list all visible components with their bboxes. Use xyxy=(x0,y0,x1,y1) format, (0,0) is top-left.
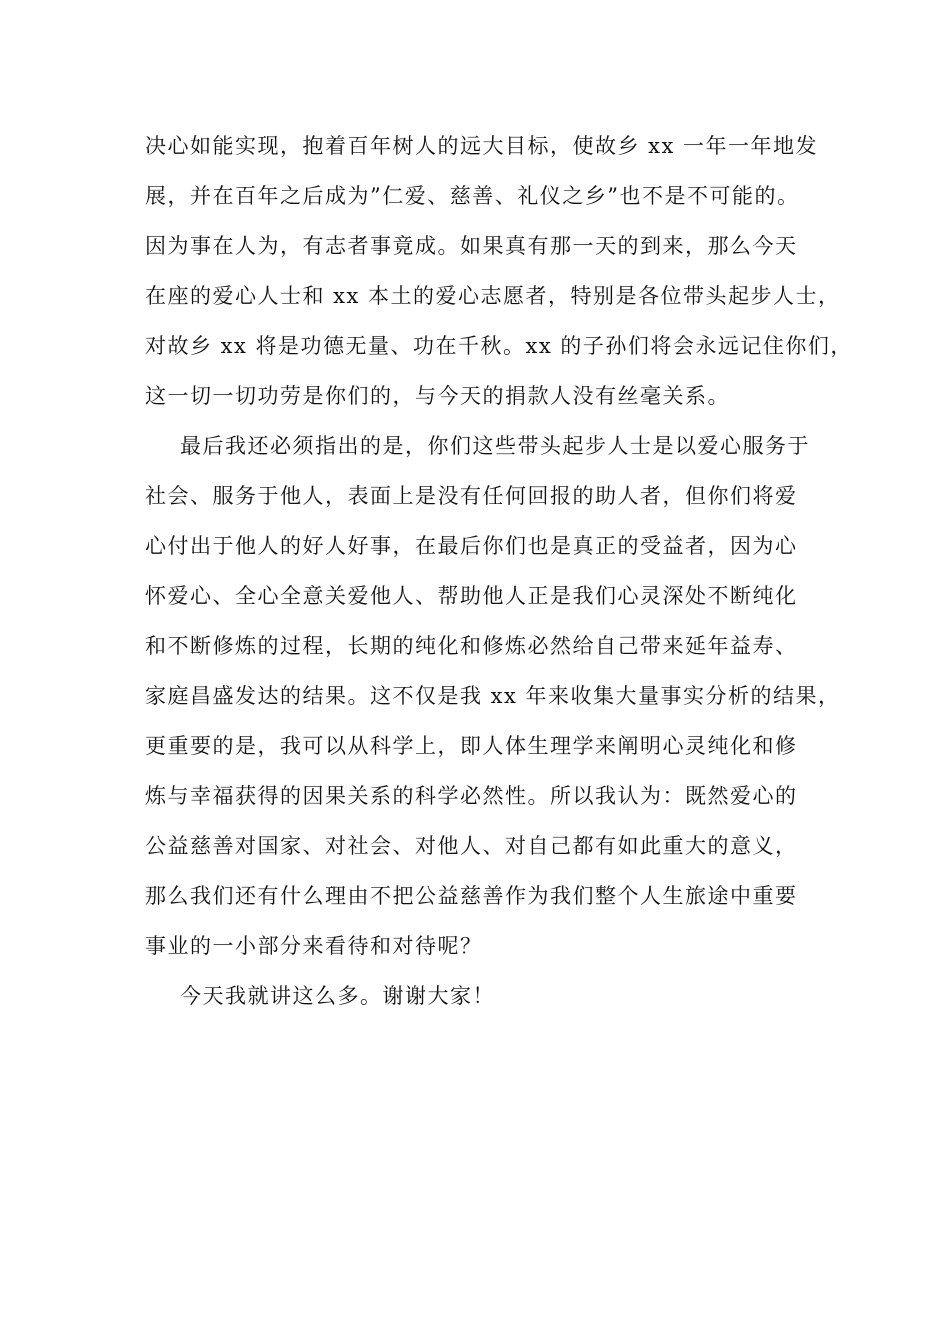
paragraph-line: 在座的爱心人士和 xx 本土的爱心志愿者，特别是各位带头起步人士， xyxy=(145,284,841,308)
paragraph-line: 对故乡 xx 将是功德无量、功在千秋。xx 的子孙们将会永远记住你们， xyxy=(145,334,853,358)
closing-line: 今天我就讲这么多。谢谢大家！ xyxy=(180,984,495,1008)
paragraph-line: 事业的一小部分来看待和对待呢？ xyxy=(145,934,483,958)
paragraph-line: 这一切一切功劳是你们的，与今天的捐款人没有丝毫关系。 xyxy=(145,384,730,408)
paragraph-line: 炼与幸福获得的因果关系的科学必然性。所以我认为：既然爱心的 xyxy=(145,784,798,808)
paragraph-line: 因为事在人为，有志者事竟成。如果真有那一天的到来，那么今天 xyxy=(145,234,798,258)
paragraph-line: 怀爱心、全心全意关爱他人、帮助他人正是我们心灵深处不断纯化 xyxy=(145,584,798,608)
paragraph-line: 展，并在百年之后成为”仁爱、慈善、礼仪之乡”也不是不可能的。 xyxy=(145,184,800,208)
paragraph-line: 社会、服务于他人，表面上是没有任何回报的助人者，但你们将爱 xyxy=(145,484,798,508)
paragraph-line: 决心如能实现，抱着百年树人的远大目标，使故乡 xx 一年一年地发 xyxy=(145,134,819,158)
paragraph-line: 家庭昌盛发达的结果。这不仅是我 xx 年来收集大量事实分析的结果， xyxy=(145,684,841,708)
paragraph-line: 公益慈善对国家、对社会、对他人、对自己都有如此重大的意义， xyxy=(145,834,798,858)
paragraph-line: 心付出于他人的好人好事，在最后你们也是真正的受益者，因为心 xyxy=(145,534,798,558)
paragraph-first-line: 最后我还必须指出的是，你们这些带头起步人士是以爱心服务于 xyxy=(180,434,810,458)
paragraph-line: 那么我们还有什么理由不把公益慈善作为我们整个人生旅途中重要 xyxy=(145,884,798,908)
paragraph-line: 和不断修炼的过程，长期的纯化和修炼必然给自己带来延年益寿、 xyxy=(145,634,798,658)
paragraph-line: 更重要的是，我可以从科学上，即人体生理学来阐明心灵纯化和修 xyxy=(145,734,798,758)
